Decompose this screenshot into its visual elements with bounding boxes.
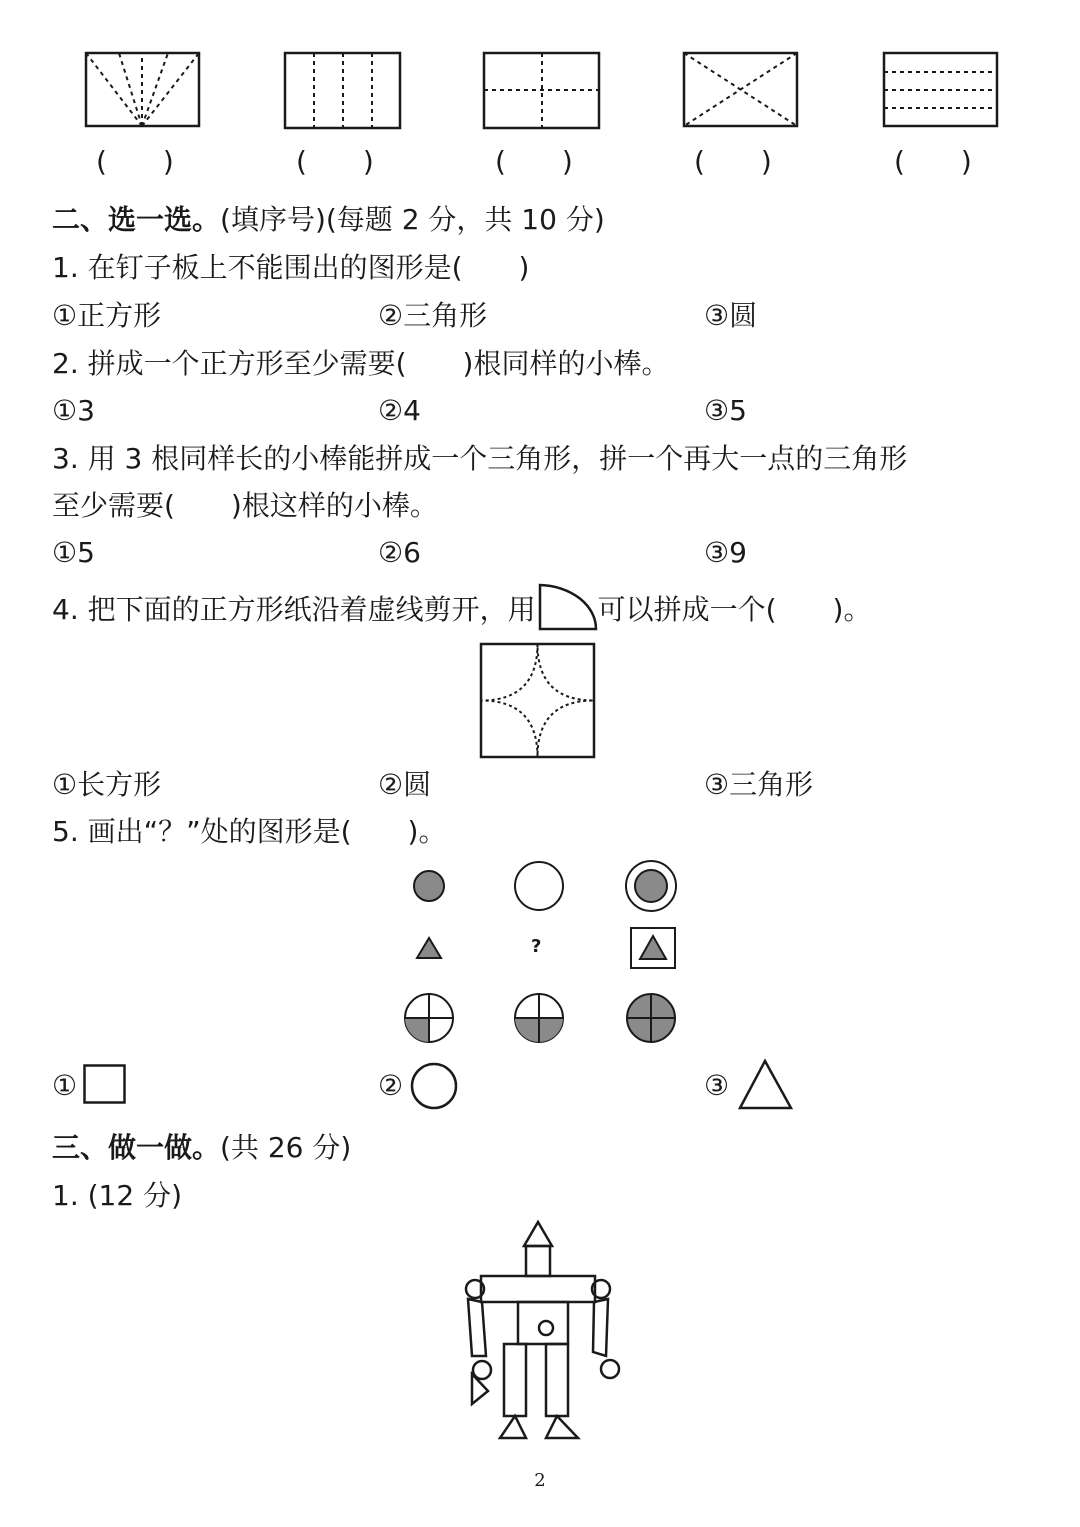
- section2-title: 二、选一选。: [52, 203, 221, 236]
- q2-option-2[interactable]: ②4: [378, 394, 421, 427]
- answer-blank-1[interactable]: ( ): [96, 145, 174, 178]
- fold-rect-1: [84, 50, 204, 130]
- question-2-text: 2. 拼成一个正方形至少需要( )根同样的小棒。: [52, 347, 670, 380]
- quartered-circle-2: [515, 994, 563, 1042]
- question-5-text: 5. 画出“？”处的图形是( )。: [52, 815, 447, 848]
- square-icon: [83, 1064, 127, 1106]
- q1-option-1[interactable]: ①正方形: [52, 299, 162, 332]
- q1-option-3[interactable]: ③圆: [704, 299, 758, 332]
- q5-option-3-label: ③: [704, 1069, 730, 1102]
- q2-option-3[interactable]: ③5: [704, 394, 747, 427]
- circle-icon: [410, 1061, 460, 1111]
- q5-option-3[interactable]: [704, 1066, 729, 1106]
- quarter-circle-icon: [536, 591, 598, 631]
- q4-text-before: 4. 把下面的正方形纸沿着虚线剪开，用: [52, 593, 536, 626]
- question-mark-cell: ?: [531, 936, 542, 957]
- q5-option-2[interactable]: [378, 1066, 403, 1106]
- q4-option-3[interactable]: ③三角形: [704, 768, 814, 801]
- section2-note: (填序号)(每题 2 分，共 10 分): [220, 203, 605, 236]
- question-1-text: 1. 在钉子板上不能围出的图形是( ): [52, 251, 530, 284]
- question-4-text: [52, 590, 871, 631]
- fold-rect-3: [482, 50, 602, 130]
- section3-question-1: 1. (12 分): [52, 1179, 182, 1212]
- answer-blank-3[interactable]: ( ): [495, 145, 573, 178]
- q3-option-3[interactable]: ③9: [704, 536, 747, 569]
- answer-blank-4[interactable]: ( ): [694, 145, 772, 178]
- robot-figure: [460, 1216, 640, 1446]
- large-circle: [515, 862, 563, 910]
- page-number: 2: [534, 1470, 546, 1491]
- gray-triangle-in-square: [640, 936, 666, 959]
- q5-option-2-label: ②: [378, 1069, 404, 1102]
- q4-option-1[interactable]: ①长方形: [52, 768, 162, 801]
- gray-small-circle: [414, 871, 444, 901]
- section3-note: (共 26 分): [220, 1131, 352, 1164]
- section3-heading: [52, 1128, 351, 1168]
- quartered-circle-3: [627, 994, 675, 1042]
- q5-option-1-label: ①: [52, 1069, 78, 1102]
- gray-small-triangle: [417, 938, 441, 958]
- fold-rect-5: [882, 50, 1002, 130]
- q4-text-after: 可以拼成一个( )。: [597, 593, 872, 626]
- q5-option-1[interactable]: [52, 1066, 77, 1106]
- section2-heading: [52, 200, 605, 240]
- fold-rect-2: [283, 50, 403, 130]
- q2-option-1[interactable]: ①3: [52, 394, 95, 427]
- answer-blank-5[interactable]: ( ): [894, 145, 972, 178]
- question-3-text-line2: 至少需要( )根这样的小棒。: [52, 489, 438, 522]
- question-3-text-line1: 3. 用 3 根同样长的小棒能拼成一个三角形，拼一个再大一点的三角形: [52, 442, 908, 475]
- triangle-icon: [737, 1058, 795, 1112]
- q3-option-1[interactable]: ①5: [52, 536, 95, 569]
- dashed-star-square: [479, 642, 597, 760]
- section3-title: 三、做一做。: [52, 1131, 221, 1164]
- answer-blank-2[interactable]: ( ): [296, 145, 374, 178]
- quartered-circle-1: [405, 994, 453, 1042]
- q4-option-2[interactable]: ②圆: [378, 768, 432, 801]
- pattern-grid: [398, 858, 698, 1048]
- inner-gray-circle: [635, 870, 667, 902]
- q3-option-2[interactable]: ②6: [378, 536, 421, 569]
- q1-option-2[interactable]: ②三角形: [378, 299, 488, 332]
- fold-rect-4: [682, 50, 802, 130]
